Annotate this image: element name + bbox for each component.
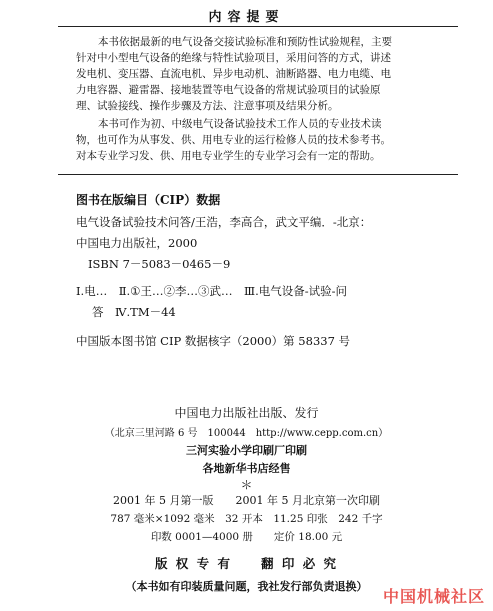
imprint-print-run-price: 印数 0001—4000 册 定价 18.00 元 <box>150 531 343 543</box>
summary-line: 针对中小型电气设备的绝缘与特性试验项目，采用问答的方式，讲述 <box>76 52 391 64</box>
summary-paragraph-1 <box>76 34 456 114</box>
watermark-logo: 中国机械社区 <box>382 587 485 606</box>
summary-rule-top <box>58 26 458 27</box>
imprint-return-notice: （本书如有印装质量问题，我社发行部负责退换） <box>125 580 368 593</box>
cip-title-line: 电气设备试验技术问答/王浩，李高合，武文平编．-北京： <box>76 215 372 229</box>
summary-title: 内容提要 <box>208 10 285 25</box>
cip-isbn: ISBN 7－5083－0465－9 <box>88 257 231 271</box>
imprint-rights: 版 权 专 有 翻 印 必 究 <box>154 556 339 571</box>
cip-classification-line-2: 答 Ⅳ.TM－44 <box>92 305 176 319</box>
cip-record-number: 中国版本图书馆 CIP 数据核字（2000）第 58337 号 <box>76 334 351 348</box>
summary-rule-bottom <box>58 174 458 175</box>
imprint-printer: 三河实验小学印刷厂印刷 <box>186 444 307 457</box>
cip-classification-line-1: Ⅰ.电… Ⅱ.①王…②李…③武… Ⅲ.电气设备-试验-问 <box>76 284 347 298</box>
cip-publisher-line: 中国电力出版社，2000 <box>76 236 198 250</box>
summary-line: 对本专业学习发、供、用电专业学生的专业学习会有一定的帮助。 <box>76 150 381 162</box>
imprint-format: 787 毫米×1092 毫米 32 开本 11.25 印张 242 千字 <box>110 513 383 525</box>
summary-line: 本书依据最新的电气设备交接试验标准和预防性试验规程，主要 <box>98 36 392 48</box>
imprint-separator-star: ＊ <box>240 478 253 492</box>
imprint-address: （北京三里河路 6 号 100044 http://www.cepp.com.cn） <box>104 428 389 439</box>
imprint-distributor: 各地新华书店经售 <box>202 462 291 475</box>
imprint-edition: 2001 年 5 月第一版 2001 年 5 月北京第一次印刷 <box>113 494 380 507</box>
summary-line: 本书可作为初、中级电气设备试验技术工作人员的专业技术读 <box>98 118 382 130</box>
cip-heading: 图书在版编目（CIP）数据 <box>76 193 221 207</box>
summary-line: 理、试验接线、操作步骤及方法、注意事项及结果分析。 <box>76 100 339 112</box>
summary-line: 发电机、变压器、直流电机、异步电动机、油断路器、电力电缆、电 <box>76 68 391 80</box>
imprint-publisher: 中国电力出版社出版、发行 <box>174 406 319 420</box>
summary-line: 力电容器、避雷器、接地装置等电气设备的常规试验项目的试验原 <box>76 84 381 96</box>
summary-line: 物，也可作为从事发、供、用电专业的运行检修人员的技术参考书。 <box>76 134 391 146</box>
summary-paragraph-2 <box>76 116 456 164</box>
